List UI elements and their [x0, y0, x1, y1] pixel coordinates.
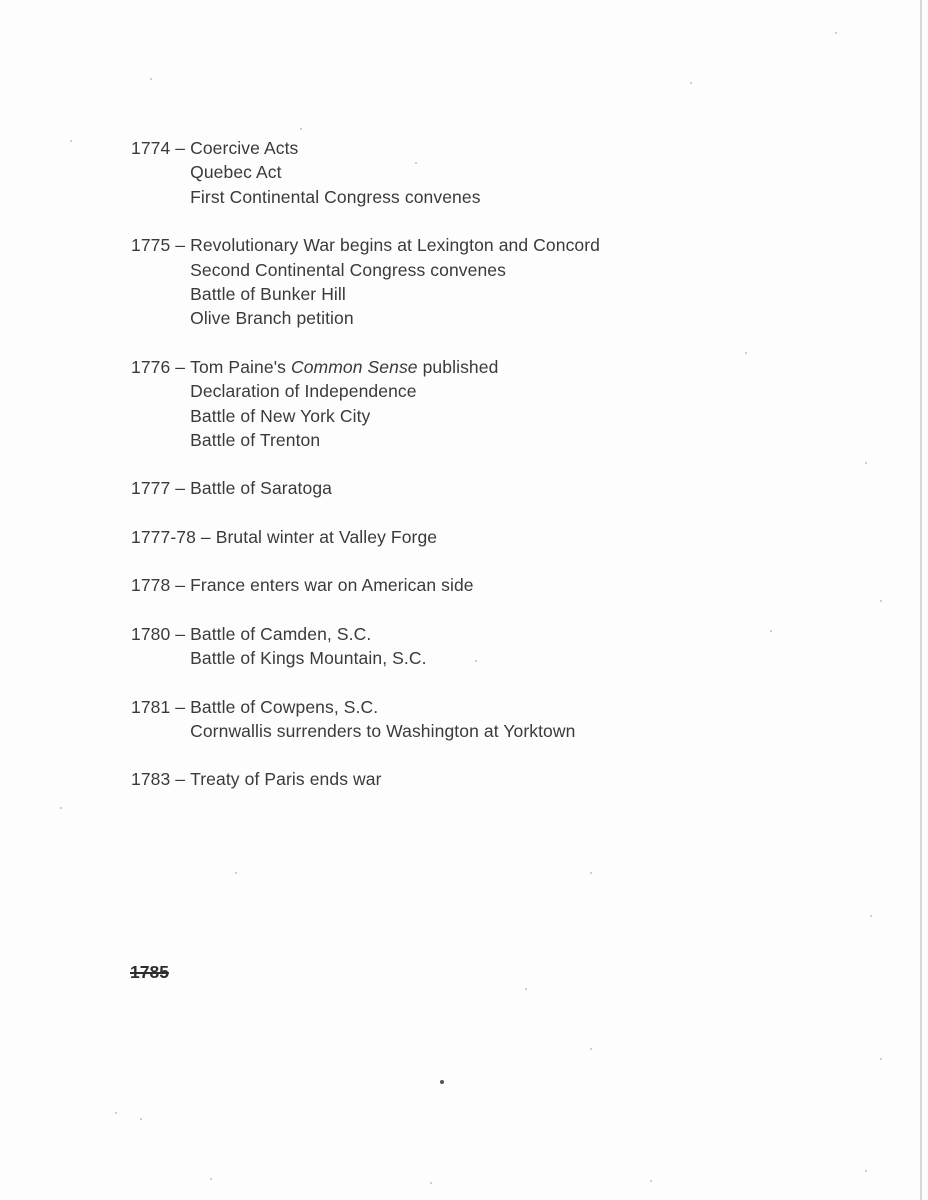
timeline-event: First Continental Congress convenes: [190, 186, 481, 207]
timeline-event: [190, 355, 498, 379]
scan-speck: [60, 807, 62, 809]
scan-speck: [115, 1112, 117, 1114]
scan-speck: [70, 140, 72, 142]
entry-events: [190, 573, 474, 597]
scan-speck: [525, 988, 527, 990]
scan-speck: [235, 872, 237, 874]
event-text-after: published: [417, 356, 499, 377]
timeline-entry: [131, 355, 771, 453]
scan-speck: [880, 600, 882, 602]
entry-events: [190, 136, 480, 209]
timeline-event: Second Continental Congress convenes: [190, 259, 506, 280]
entry-separator: –: [170, 623, 191, 644]
scan-speck: [140, 1118, 142, 1120]
entry-year-label: [131, 136, 190, 160]
entry-events: [190, 767, 381, 791]
entry-year: 1778: [131, 575, 171, 596]
book-title: Common Sense: [290, 356, 418, 377]
entry-events: [190, 476, 332, 500]
timeline-event: Cornwallis surrenders to Washington at Yorktown: [190, 720, 576, 741]
scan-speck: [865, 1170, 867, 1172]
entry-events: [216, 525, 437, 549]
event-text-before: Tom Paine's: [190, 356, 291, 377]
timeline-entry: [131, 573, 771, 597]
entry-year-label: [131, 573, 190, 597]
entry-year: 1780: [131, 623, 171, 644]
scan-speck: [430, 1182, 432, 1184]
timeline-event: Battle of Camden, S.C.: [190, 623, 372, 644]
scan-speck: [300, 128, 302, 130]
entry-separator: –: [195, 526, 216, 547]
struck-through-year: 1785: [130, 962, 169, 982]
timeline-entry: [131, 136, 771, 209]
entry-year: 1774: [131, 138, 171, 158]
entry-year-label: [131, 525, 216, 549]
entry-year-label: [131, 355, 190, 379]
timeline-event: Battle of Saratoga: [190, 478, 333, 499]
timeline-event: Quebec Act: [190, 162, 282, 183]
entry-year: 1783: [131, 769, 171, 790]
scan-speck: [835, 32, 837, 34]
entry-year-label: [131, 476, 190, 500]
entry-separator: –: [170, 769, 191, 790]
timeline-entry: [131, 767, 771, 791]
timeline-entry: [131, 476, 771, 500]
entry-events: [190, 233, 600, 331]
scan-speck: [880, 1058, 882, 1060]
scan-speck: [870, 915, 872, 917]
entry-events: [190, 355, 498, 453]
timeline-entry: [131, 695, 771, 744]
timeline-event: Battle of Trenton: [190, 430, 321, 451]
entry-year-label: [131, 767, 190, 791]
timeline-event: Battle of Kings Mountain, S.C.: [190, 648, 427, 669]
entry-events: [190, 695, 575, 744]
scan-speck: [210, 1178, 212, 1180]
timeline-list: [131, 136, 771, 816]
timeline-event: Battle of New York City: [190, 405, 371, 426]
entry-year-label: [131, 233, 190, 257]
timeline-entry: [131, 233, 771, 331]
scan-speck: [690, 82, 692, 84]
entry-separator: –: [170, 138, 191, 158]
entry-separator: –: [170, 478, 191, 499]
timeline-entry: [131, 622, 771, 671]
entry-year: 1777-78: [131, 526, 196, 547]
entry-year-label: [131, 622, 190, 646]
scan-speck: [865, 462, 867, 464]
timeline-event: France enters war on American side: [190, 575, 474, 596]
entry-separator: –: [170, 575, 191, 596]
scan-speck: [590, 872, 592, 874]
entry-separator: –: [170, 696, 191, 717]
entry-year: 1781: [131, 696, 171, 717]
entry-events: [190, 622, 426, 671]
entry-separator: –: [170, 235, 191, 256]
timeline-entry: [131, 525, 771, 549]
timeline-event: Treaty of Paris ends war: [190, 769, 382, 790]
timeline-event: Revolutionary War begins at Lexington and Concord: [190, 235, 601, 256]
timeline-event: Battle of Cowpens, S.C.: [190, 696, 379, 717]
scan-speck: [745, 352, 747, 354]
scan-speck: [770, 630, 772, 632]
entry-year: 1775: [131, 235, 171, 256]
timeline-event: Coercive Acts: [190, 138, 299, 158]
scan-speck: [650, 1180, 652, 1182]
entry-year: 1776: [131, 356, 171, 377]
scan-edge: [920, 0, 922, 1200]
timeline-event: Declaration of Independence: [190, 381, 417, 402]
scan-speck: [440, 1080, 444, 1084]
entry-separator: –: [170, 356, 191, 377]
scan-speck: [590, 1048, 592, 1050]
entry-year-label: [131, 695, 190, 719]
scan-speck: [415, 162, 417, 164]
scan-speck: [150, 78, 152, 80]
timeline-event: Brutal winter at Valley Forge: [215, 526, 438, 547]
timeline-event: Olive Branch petition: [190, 308, 354, 329]
scan-speck: [475, 660, 477, 662]
timeline-event: Battle of Bunker Hill: [190, 284, 346, 305]
entry-year: 1777: [131, 478, 171, 499]
